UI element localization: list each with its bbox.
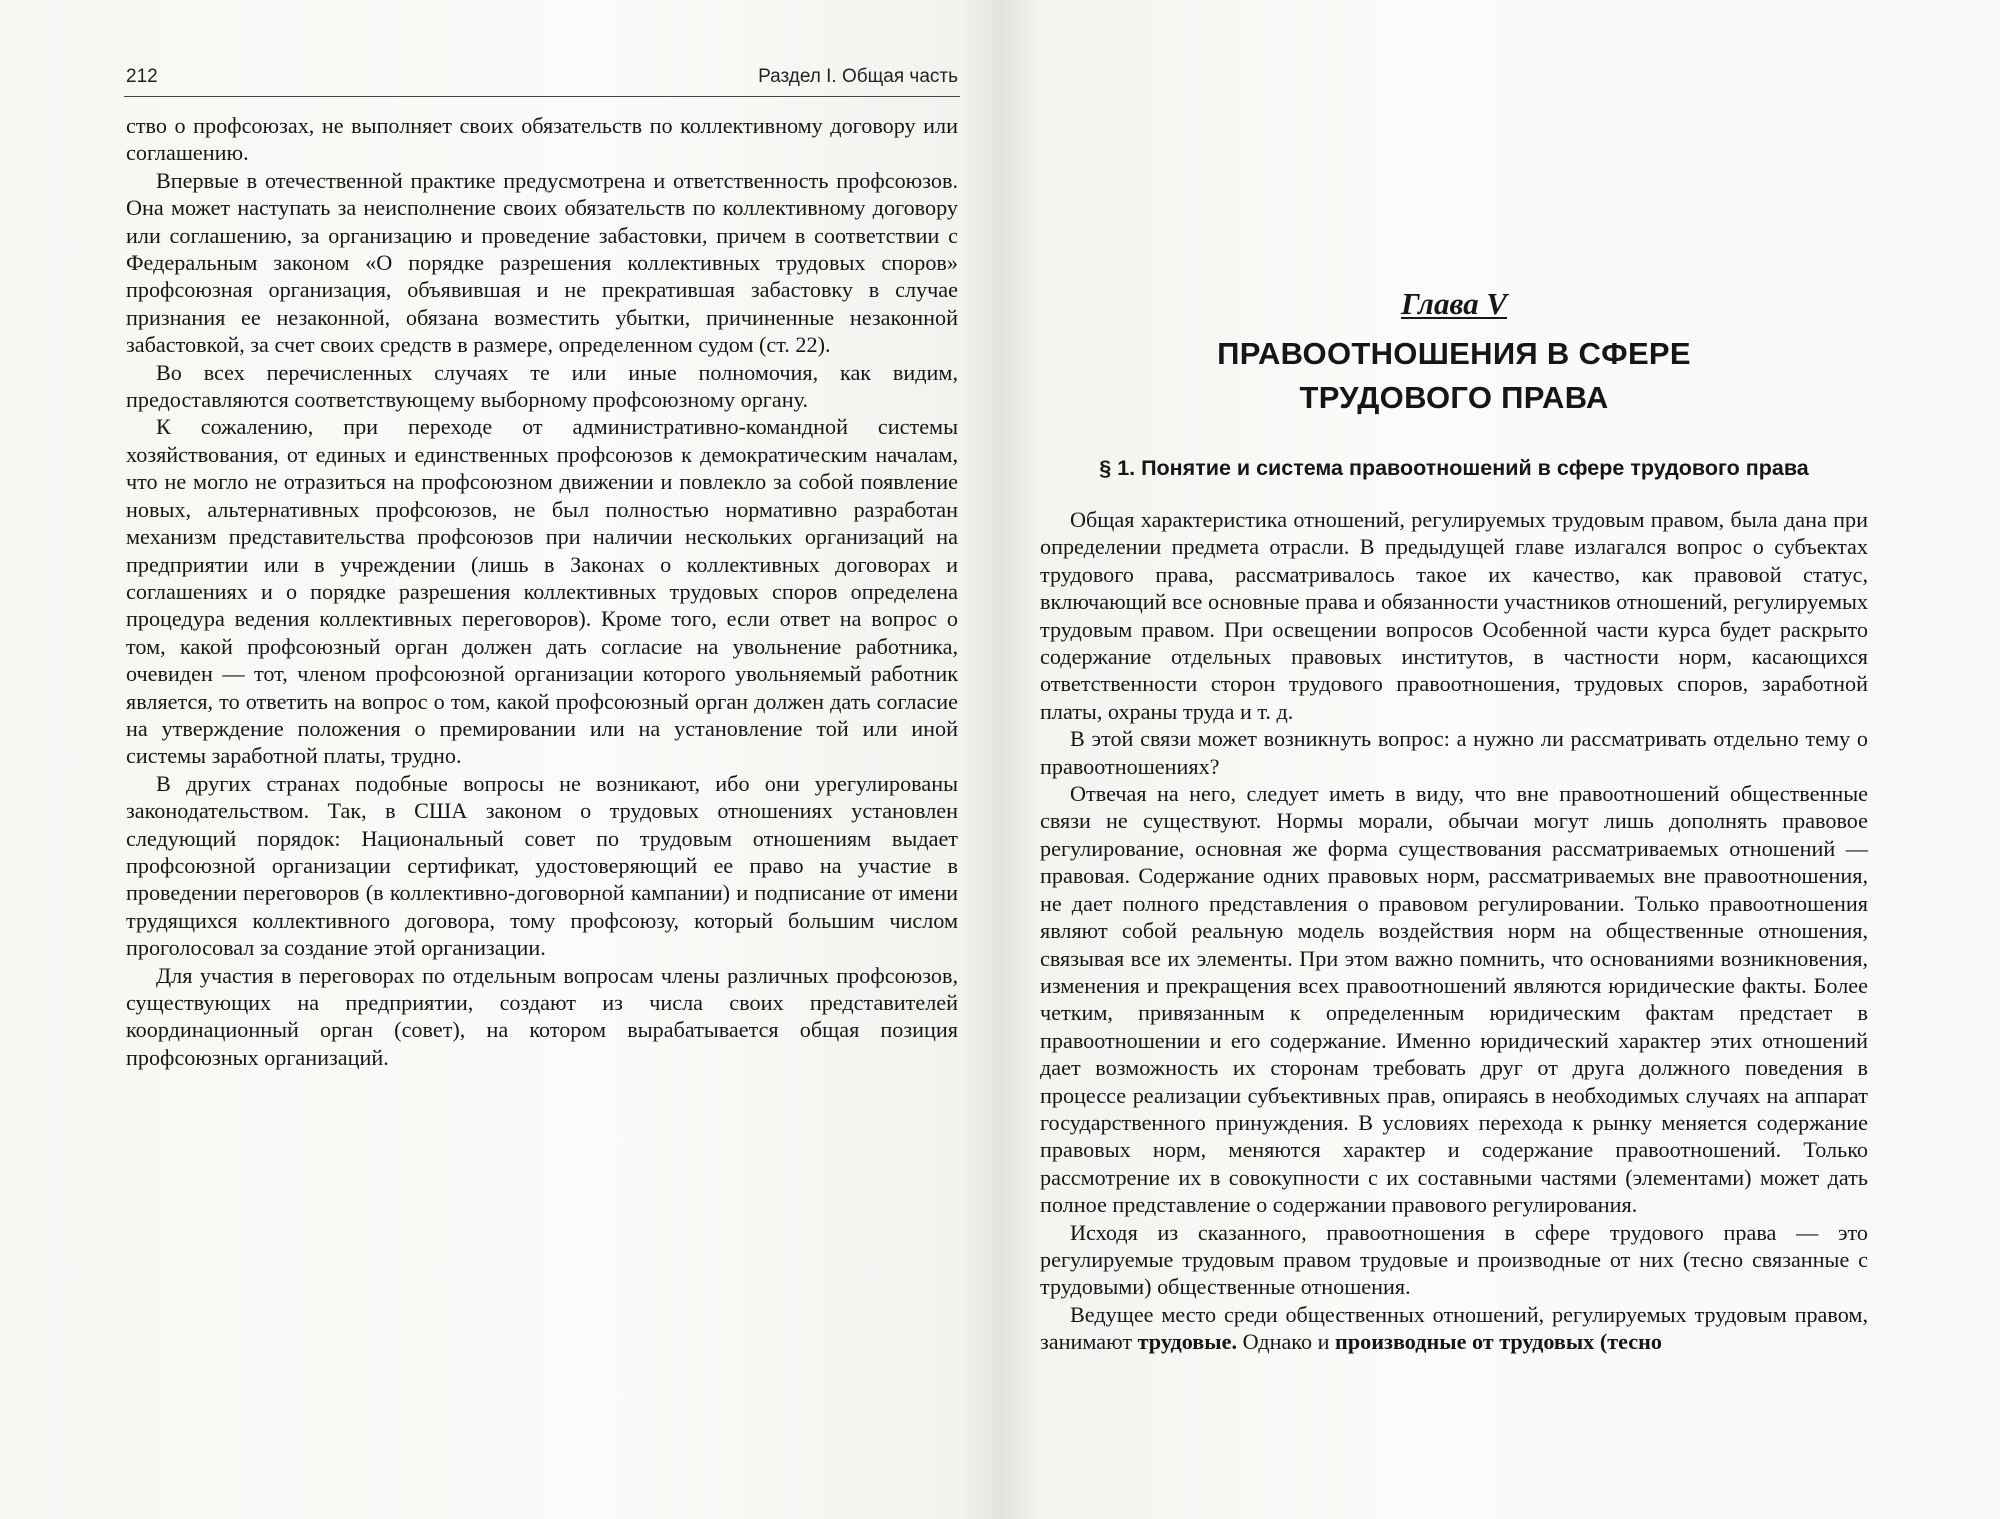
running-head <box>124 62 960 97</box>
text-run: Ведущее место среди общественных отношений, регулируемых трудовым правом, занимают <box>1040 1301 1868 1355</box>
right-body-text <box>1040 506 1868 1356</box>
chapter-label: Глава V <box>1400 286 1508 321</box>
left-body-text <box>126 112 958 1071</box>
paragraph: Отвечая на него, следует иметь в виду, что вне правоотношений общественные связи не существуют. Нормы морали, обычаи могут лишь дополнять правовое регулирование, основная же форма существования рассматриваемых отношений — правовая. Содержание одних правовых норм, рассматриваемых вне правоотношения, не дает полного представления о правовом регулировании. Только правоотношения являют собой реальную модель воздействия норм на общественные отношения, связывая все их элементы. При этом важно помнить, что основаниями возникновения, изменения и прекращения всех правоотношений являются юридические факты. Более четким, привязанным к определенным юридическим фактам предстает в правоотношении и его содержание. Именно юридический характер этих отношений дает возможность их сторонам требовать друг от друга должного поведения в процессе реализации субъективных прав, опираясь в необходимых случаях на аппарат государственного принуждения. В условиях перехода к рынку меняется содержание правовых норм, меняются характер и содержание правоотношений. Только рассмотрение их в совокупности с их составными частями (элементами) может дать полное представление о содержании правового регулирования. <box>1040 781 1868 1218</box>
section-label: Раздел I. Общая часть <box>758 66 958 87</box>
paragraph <box>1040 1301 1868 1356</box>
paragraph: Во всех перечисленных случаях те или иные полномочия, как видим, предоставляются соответствующему выборному профсоюзному органу. <box>126 359 958 413</box>
paragraph: В этой связи может возникнуть вопрос: а нужно ли рассматривать отдельно тему о правоотношениях? <box>1040 726 1868 779</box>
chapter-heading <box>1040 284 1868 420</box>
paragraph: В других странах подобные вопросы не возникают, ибо они урегулированы законодательством. Так, в США законом о трудовых отношениях установлен следующий порядок: Национальный совет по трудовым отношениям выдает профсоюзной организации сертификат, удостоверяющий ее право на участие в проведении переговоров (в коллективно-договорной кампании) и подписание от имени трудящихся коллективного договора, тому профсоюзу, который большим числом проголосовал за создание этой организации. <box>126 770 958 961</box>
chapter-title-line: ТРУДОВОГО ПРАВА <box>1299 380 1609 415</box>
paragraph: Общая характеристика отношений, регулируемых трудовым правом, была дана при определении предмета отрасли. В предыдущей главе излагался вопрос о субъектах трудового права, рассматривалось такое их качество, как правовой статус, включающий все основные права и обязанности участников отношений, регулируемых трудовым правом. При освещении вопросов Особенной части курса будет раскрыто содержание отдельных правовых институтов, в частности норм, касающихся ответственности сторон трудового правоотношения, трудовых споров, заработной платы, охраны труда и т. д. <box>1040 507 1868 724</box>
paragraph: Впервые в отечественной практике предусмотрена и ответственность профсоюзов. Она может наступать за неисполнение своих обязательств по коллективному договору или соглашению, за организацию и проведение забастовки, причем в соответствии с Федеральным законом «О порядке разрешения коллективных трудовых споров» профсоюзная организация, объявившая и не прекратившая забастовку в случае признания ее незаконной, обязана возместить убытки, причиненные незаконной забастовкой, за счет своих средств в размере, определенном судом (ст. 22). <box>126 167 958 358</box>
paragraph: Для участия в переговорах по отдельным вопросам члены различных профсоюзов, существующих на предприятии, создают из числа своих представителей координационный орган (совет), на котором вырабатывается общая позиция профсоюзных организаций. <box>126 962 958 1070</box>
page-number: 212 <box>126 66 158 87</box>
paragraph: Исходя из сказанного, правоотношения в сфере трудового права — это регулируемые трудовым правом трудовые и производные от них (тесно связанные с трудовыми) общественные отношения. <box>1040 1219 1868 1300</box>
chapter-title-line: ПРАВООТНОШЕНИЯ В СФЕРЕ <box>1217 336 1691 371</box>
paragraph: ство о профсоюзах, не выполняет своих обязательств по коллективному договору или соглашению. <box>126 113 958 166</box>
paragraph: К сожалению, при переходе от административно-командной системы хозяйствования, от единых и единственных профсоюзов к демократическим началам, что не могло не отразиться на профсоюзном движении и повлекло за собой появление новых, альтернативных профсоюзов, не был полностью нормативно разработан механизм представительства профсоюзов при наличии нескольких организаций на предприятии или в учреждении (лишь в Законах о коллективных договорах и соглашениях и о порядке разрешения коллективных трудовых споров определена процедура ведения коллективных переговоров). Кроме того, если ответ на вопрос о том, какой профсоюзный орган должен дать согласие на увольнение работника, очевиден — тот, членом профсоюзной организации которого увольняемый работник является, то ответить на вопрос о том, какой профсоюзный орган должен дать согласие на утверждение положения о премировании или на установление той или иной системы заработной платы, трудно. <box>126 414 958 769</box>
section-heading: § 1. Понятие и система правоотношений в сфере трудового права <box>1099 456 1809 480</box>
text-run: Однако и <box>1237 1329 1336 1355</box>
bold-term: трудовые. <box>1137 1329 1238 1355</box>
chapter-title <box>1040 332 1868 420</box>
bold-term: производные от трудовых (тесно <box>1335 1329 1662 1355</box>
